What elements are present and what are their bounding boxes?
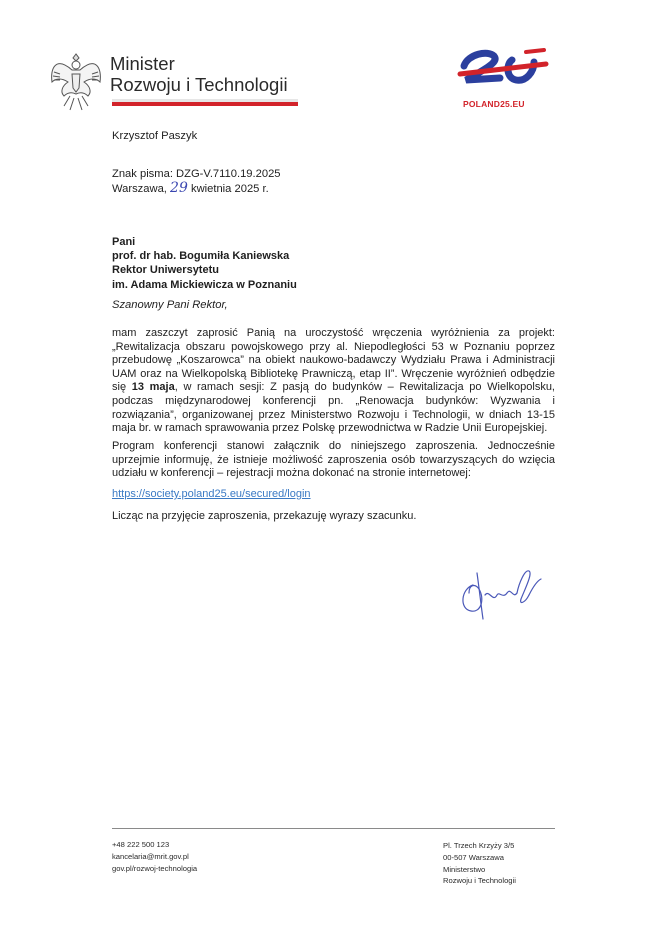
ministry-title-line1: Minister [110,53,175,74]
handwritten-day: 29 [170,180,188,196]
recipient-block [112,235,297,292]
polish-eagle-emblem-icon [46,48,106,114]
reference-number: Znak pisma: DZG-V.7110.19.2025 [112,168,281,180]
footer-contact [112,839,197,874]
footer-email: kancelaria@mrit.gov.pl [112,851,189,861]
place-date [112,181,269,196]
recipient-line: prof. dr hab. Bogumiła Kaniewska [112,250,290,263]
body-paragraph-1 [112,327,555,436]
recipient-line: Rektor Uniwersytetu [112,264,219,277]
footer-address-line: 00-507 Warszawa [443,852,504,862]
recipient-line: Pani [112,236,136,248]
date-rest: kwietnia 2025 r. [190,183,269,195]
poland25-logo-text: POLAND25.EU [463,99,525,109]
handwritten-signature-icon [455,565,545,620]
paragraph-text: , w ramach sesji: Z pasją do budynków – Rewitalizacja po Wielkopolsku, podczas międzynarodowej konferencji pn. „Renowacja budynków: Wyzwania i rozwiązania”, organizowanej przez Ministerstwo Rozwoju i Technologii, w dniach 13-15 maja br. w ramach sprawowania przez Polskę przewodnictwa w Radzie Unii Europejskiej. [112,381,555,435]
body-paragraph-2: Program konferencji stanowi załącznik do niniejszego zaproszenia. Jednocześnie uprzejmie informuję, że istnieje możliwość zaproszenia osób towarzyszących do wzięcia udziału w konferencji – rejestracji można dokonać na stronie internetowej: [112,440,555,480]
footer-address-line: Pl. Trzech Krzyży 3/5 [443,841,515,850]
sender-name: Krzysztof Paszyk [112,130,198,142]
footer-divider [112,828,555,829]
ministry-title-line2: Rozwoju i Technologii [110,74,288,95]
footer-website: gov.pl/rozwoj-technologia [112,863,198,873]
footer-phone: +48 222 500 123 [112,840,170,849]
ministry-title [110,53,288,95]
poland25-logo-icon [454,44,554,94]
flag-stripe [112,99,298,106]
closing-line: Licząc na przyjęcie zaproszenia, przekazuję wyrazy szacunku. [112,510,417,522]
event-date-bold: 13 maja [131,381,175,394]
place: Warszawa, [112,183,167,195]
paragraph-text: mam zaszczyt zaprosić Panią na uroczystość wręczenia wyróżnienia za projekt: „Rewitalizacja obszaru powojskowego przy al. Niepodległości 53 w Poznaniu poprzez przebudowę „Koszarowca” na obiekt naukowo-badawczy Wydziału Prawa i Administracji UAM oraz na Wielkopolską Bibliotekę Prawniczą, etap II”. Wręczenie wyróżnień odbędzie się [112,327,555,394]
recipient-line: im. Adama Mickiewicza w Poznaniu [112,278,297,291]
registration-link[interactable]: https://society.poland25.eu/secured/login [112,488,311,500]
footer-address-line: Rozwoju i Technologii [443,876,516,886]
footer-address [443,840,516,887]
salutation: Szanowny Pani Rektor, [112,299,228,311]
footer-address-line: Ministerstwo [443,864,486,874]
